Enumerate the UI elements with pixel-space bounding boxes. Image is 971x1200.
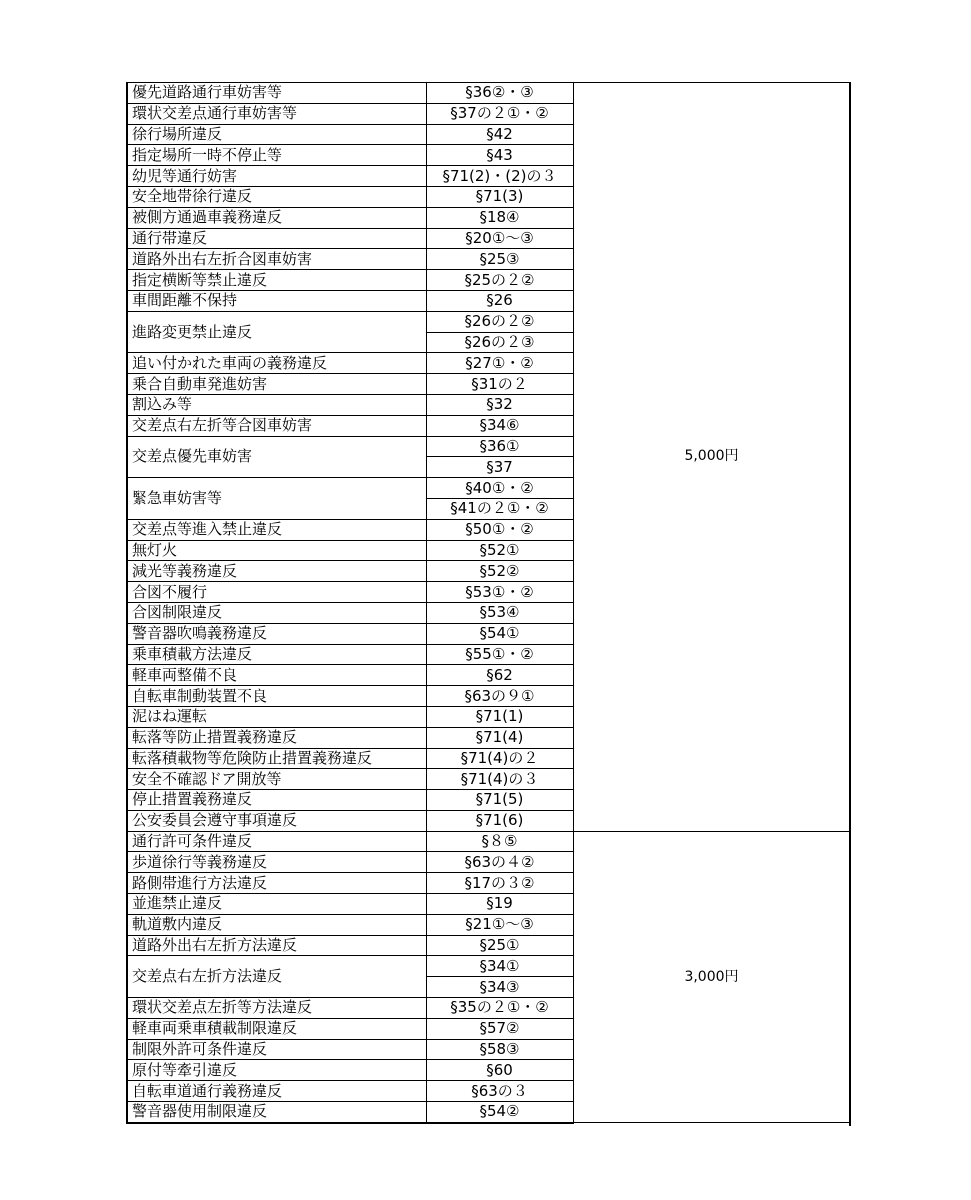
violation-name: 交差点右左折方法違反 (127, 956, 426, 998)
law-article: §20①～③ (426, 228, 573, 249)
law-article: §34① (426, 956, 573, 977)
violation-name: 路側帯進行方法違反 (127, 873, 426, 894)
fine-amount: 3,000円 (573, 831, 850, 1123)
law-article: §26 (426, 290, 573, 311)
law-article: §62 (426, 665, 573, 686)
law-article: §53①・② (426, 582, 573, 603)
law-article: §63の４② (426, 852, 573, 873)
violation-name: 追い付かれた車両の義務違反 (127, 353, 426, 374)
violation-name: 警音器吹鳴義務違反 (127, 623, 426, 644)
violation-name: 自転車道通行義務違反 (127, 1081, 426, 1102)
violation-name: 歩道徐行等義務違反 (127, 852, 426, 873)
violation-name: 交差点優先車妨害 (127, 436, 426, 478)
law-article: §34③ (426, 977, 573, 998)
law-article: §36① (426, 436, 573, 457)
violation-name: 泥はね運転 (127, 706, 426, 727)
law-article: §35の２①・② (426, 998, 573, 1019)
law-article: §71(4)の２ (426, 748, 573, 769)
law-article: §34⑥ (426, 415, 573, 436)
violation-name: 道路外出右左折合図車妨害 (127, 249, 426, 270)
law-article: §21①～③ (426, 914, 573, 935)
fine-amount: 5,000円 (573, 83, 850, 832)
law-article: §54① (426, 623, 573, 644)
violation-name: 軌道敷内違反 (127, 914, 426, 935)
law-article: §52① (426, 540, 573, 561)
law-article: §71(5) (426, 790, 573, 811)
violation-name: 自転車制動装置不良 (127, 686, 426, 707)
law-article: §37の２①・② (426, 103, 573, 124)
law-article: §58③ (426, 1039, 573, 1060)
law-article: §25① (426, 935, 573, 956)
violation-name: 制限外許可条件違反 (127, 1039, 426, 1060)
law-article: §17の３② (426, 873, 573, 894)
violation-name: 安全不確認ドア開放等 (127, 769, 426, 790)
violation-name: 停止措置義務違反 (127, 790, 426, 811)
violation-name: 車間距離不保持 (127, 290, 426, 311)
violation-name: 軽車両乗車積載制限違反 (127, 1018, 426, 1039)
table-row (127, 83, 850, 104)
law-article: §27①・② (426, 353, 573, 374)
violation-name: 合図不履行 (127, 582, 426, 603)
law-article: §53④ (426, 602, 573, 623)
law-article: §63の３ (426, 1081, 573, 1102)
violation-name: 緊急車妨害等 (127, 478, 426, 520)
law-article: §50①・② (426, 519, 573, 540)
law-article: §52② (426, 561, 573, 582)
law-article: §37 (426, 457, 573, 478)
violation-name: 通行許可条件違反 (127, 831, 426, 852)
violation-name: 警音器使用制限違反 (127, 1102, 426, 1123)
violation-name: 転落等防止措置義務違反 (127, 727, 426, 748)
law-article: §71(2)・(2)の３ (426, 166, 573, 187)
violation-name: 減光等義務違反 (127, 561, 426, 582)
violation-name: 被側方通過車義務違反 (127, 207, 426, 228)
violation-name: 安全地帯徐行違反 (127, 186, 426, 207)
law-article: §40①・② (426, 478, 573, 499)
violation-name: 道路外出右左折方法違反 (127, 935, 426, 956)
violation-name: 通行帯違反 (127, 228, 426, 249)
violation-name: 軽車両整備不良 (127, 665, 426, 686)
law-article: §71(1) (426, 706, 573, 727)
law-article: §26の２② (426, 311, 573, 332)
violation-name: 合図制限違反 (127, 602, 426, 623)
law-article: §43 (426, 145, 573, 166)
violation-name: 指定横断等禁止違反 (127, 270, 426, 291)
violation-name: 環状交差点通行車妨害等 (127, 103, 426, 124)
law-article: §71(4)の３ (426, 769, 573, 790)
violation-name: 優先道路通行車妨害等 (127, 83, 426, 104)
violation-name: 交差点右左折等合図車妨害 (127, 415, 426, 436)
law-article: §32 (426, 394, 573, 415)
law-article: §25の２② (426, 270, 573, 291)
law-article: §26の２③ (426, 332, 573, 353)
law-article: §36②・③ (426, 83, 573, 104)
violation-name: 乗合自動車発進妨害 (127, 374, 426, 395)
violation-name: 環状交差点左折等方法違反 (127, 998, 426, 1019)
law-article: §42 (426, 124, 573, 145)
table-row (127, 831, 850, 852)
law-article: §71(4) (426, 727, 573, 748)
table-right-border (849, 82, 851, 1126)
law-article: §41の２①・② (426, 498, 573, 519)
law-article: §55①・② (426, 644, 573, 665)
law-article: §57② (426, 1018, 573, 1039)
law-article: §54② (426, 1102, 573, 1123)
violation-name: 乗車積載方法違反 (127, 644, 426, 665)
violation-name: 原付等牽引違反 (127, 1060, 426, 1081)
violation-table-body (127, 83, 850, 1123)
violation-name: 並進禁止違反 (127, 894, 426, 915)
law-article: §60 (426, 1060, 573, 1081)
violation-name: 割込み等 (127, 394, 426, 415)
violation-name: 無灯火 (127, 540, 426, 561)
violation-name: 交差点等進入禁止違反 (127, 519, 426, 540)
law-article: §18④ (426, 207, 573, 228)
violation-name: 徐行場所違反 (127, 124, 426, 145)
violation-name: 公安委員会遵守事項違反 (127, 810, 426, 831)
law-article: §63の９① (426, 686, 573, 707)
violation-name: 進路変更禁止違反 (127, 311, 426, 353)
violation-name: 幼児等通行妨害 (127, 166, 426, 187)
violation-name: 転落積載物等危険防止措置義務違反 (127, 748, 426, 769)
law-article: §31の２ (426, 374, 573, 395)
law-article: §71(3) (426, 186, 573, 207)
violation-fine-table (126, 82, 851, 1124)
law-article: §71(6) (426, 810, 573, 831)
violation-name: 指定場所一時不停止等 (127, 145, 426, 166)
law-article: §８⑤ (426, 831, 573, 852)
law-article: §25③ (426, 249, 573, 270)
law-article: §19 (426, 894, 573, 915)
